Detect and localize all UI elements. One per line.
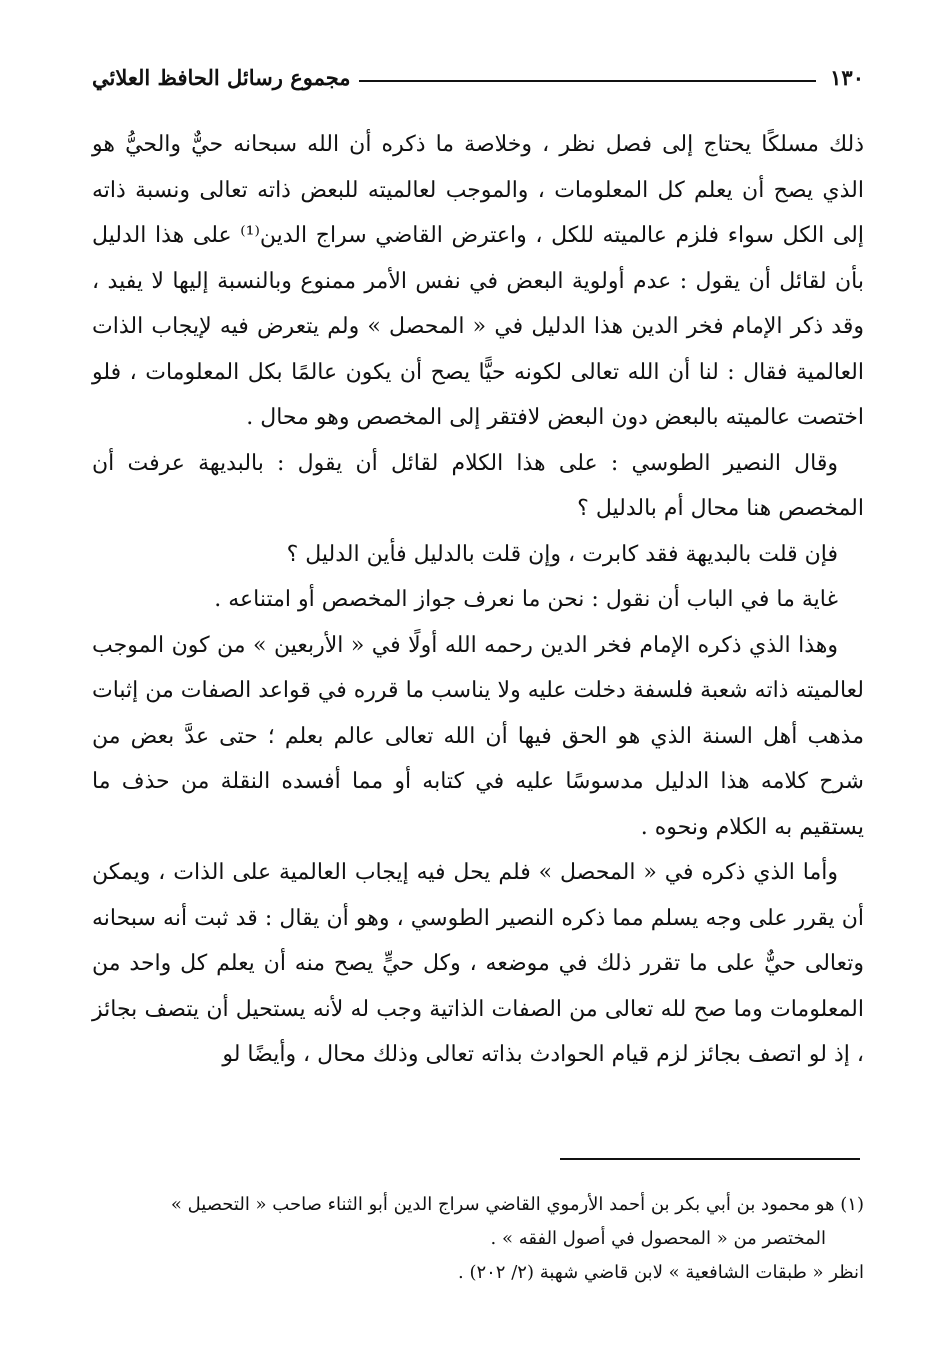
running-header — [92, 58, 864, 98]
paragraph: وأما الذي ذكره في « المحصل » فلم يحل فيه إيجاب العالمية على الذات ، ويمكن أن يقرر على وجه يسلم مما ذكره النصير الطوسي ، وهو أن يقال : قد ثبت أنه سبحانه وتعالى حيٌّ على ما تقرر ذلك في موضعه ، وكل حيٍّ يصح منه أن يعلم كل واحد من المعلومات وما صح لله تعالى من الصفات الذاتية وجب له لأنه يستحيل أن يتصف بجائز ، إذ لو اتصف بجائز لزم قيام الحوادث بذاته تعالى وذلك محال ، وأيضًا لو — [92, 860, 864, 1067]
paragraph: وهذا الذي ذكره الإمام فخر الدين رحمه الله أولًا في « الأربعين » من كون الموجب لعالميته ذاته شعبة فلسفة دخلت عليه ولا يناسب ما قرره في قواعد الصفات من إثبات مذهب أهل السنة الذي هو الحق فيها أن الله تعالى عالم بعلم ؛ حتى عدَّ بعض من شرح كلامه هذا الدليل مدسوسًا عليه في كتابه أو مما أفسده النقلة من حذف ما يستقيم به الكلام ونحوه . — [92, 632, 864, 840]
paragraph: فإن قلت بالبديهة فقد كابرت ، وإن قلت بالدليل فأين الدليل ؟ — [286, 541, 838, 567]
paragraph: ذلك مسلكًا يحتاج إلى فصل نظر ، وخلاصة ما ذكره أن الله سبحانه حيٌّ والحيُّ هو الذي يصح أن يعلم كل المعلومات ، والموجب لعالميته للبعض ذاته تعالى ونسبة ذاته إلى الكل سواء فلزم عالميته للكل ، واعترض القاضي سراج الدين⁽¹⁾ على هذا الدليل بأن لقائل أن يقول : عدم أولوية البعض في نفس الأمر ممنوع وبالنسبة إليها لا يفيد ، وقد ذكر الإمام فخر الدين هذا الدليل في « المحصل » ولم يتعرض فيه لإيجاب الذات العالمية فقال : لنا أن الله تعالى لكونه حيًّا يصح أن يكون عالمًا بكل المعلومات ، فلو اختصت عالميته بالبعض دون البعض لافتقر إلى المخصص وهو محال . — [92, 132, 864, 430]
footnote-line: المختصر من « المحصول في أصول الفقه » . — [490, 1228, 826, 1249]
paragraph: غاية ما في الباب أن نقول : نحن ما نعرف جواز المخصص أو امتناعه . — [214, 587, 838, 612]
paragraph: وقال النصير الطوسي : على هذا الكلام لقائل أن يقول : بالبديهة عرفت أن المخصص هنا محال أم بالدليل ؟ — [92, 450, 864, 521]
main-text — [92, 122, 864, 1078]
footnote-line: (١) هو محمود بن أبي بكر بن أحمد الأرموي القاضي سراج الدين أبو الثناء صاحب « التحصيل » — [170, 1194, 864, 1215]
book-title: مجموع رسائل الحافظ العلائي — [92, 65, 351, 90]
footnote-separator — [560, 1158, 860, 1160]
footnotes — [92, 1188, 864, 1290]
footnote-line: انظر « طبقات الشافعية » لابن قاضي شهبة (٢/ ٢٠٢) . — [458, 1262, 864, 1283]
header-rule — [359, 80, 817, 82]
page-number: ١٣٠ — [830, 65, 864, 90]
